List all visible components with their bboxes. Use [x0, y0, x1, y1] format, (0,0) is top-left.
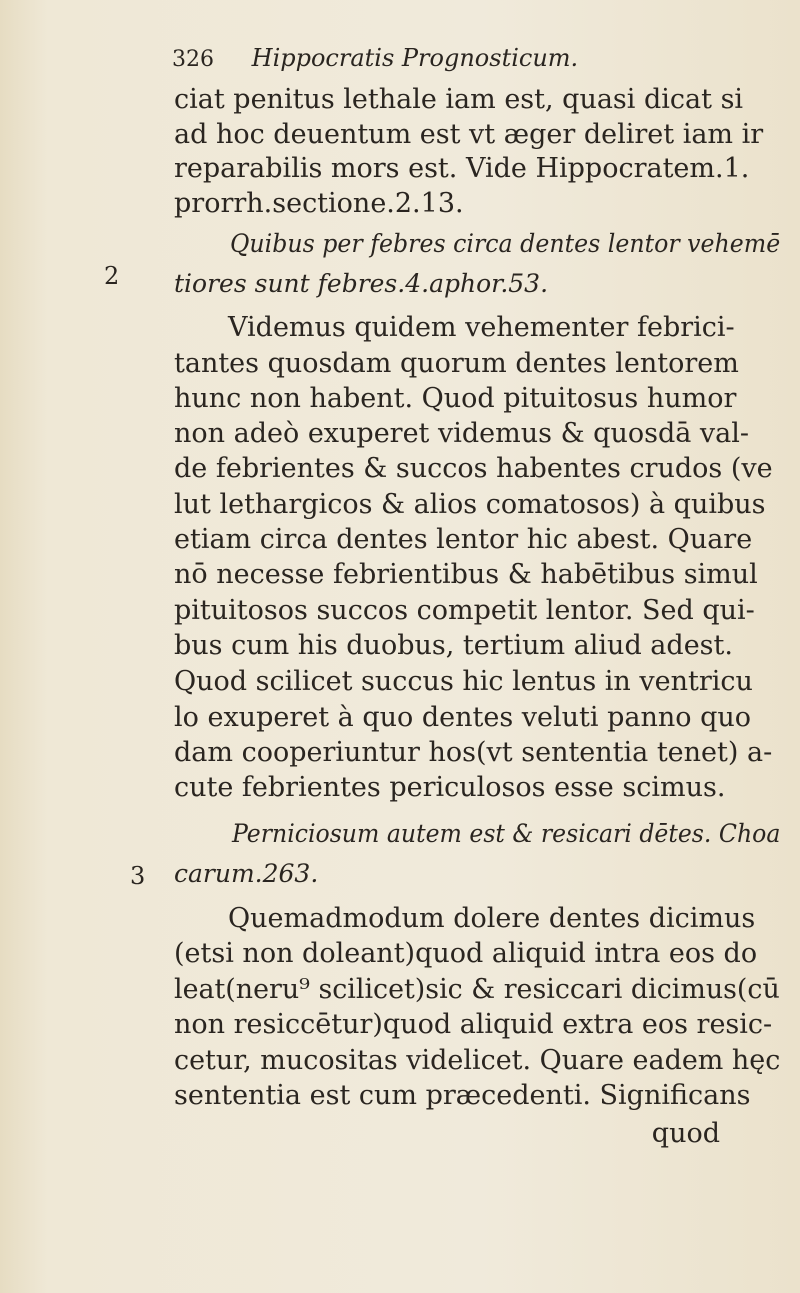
page-number: 326 — [172, 47, 214, 72]
text-line: lo exuperet à quo dentes veluti panno quo — [174, 702, 752, 733]
text-line: bus cum his duobus, tertium aliud adest. — [174, 630, 733, 661]
text-line: pituitosos succos competit lentor. Sed qui- — [174, 595, 755, 626]
text-line-italic: carum.263. — [174, 859, 319, 888]
text-line: prorrh.sectione.2.13. — [174, 188, 464, 219]
text-line: Videmus quidem vehementer febrici- — [228, 312, 735, 343]
text-line: sententia est cum præcedenti. Significans — [174, 1080, 751, 1111]
text-line-italic: Quibus per febres circa dentes lentor vehemē — [230, 229, 781, 258]
text-line: ad hoc deuentum est vt æger deliret iam ir — [174, 119, 764, 150]
running-header — [172, 44, 578, 72]
text-line: tantes quosdam quorum dentes lentorem — [174, 348, 739, 379]
text-line: cute febrientes periculosos esse scimus. — [174, 772, 726, 803]
text-line: cetur, mucositas videlicet. Quare eadem hęc — [174, 1045, 781, 1076]
catchword: quod — [651, 1118, 720, 1149]
text-line: Quod scilicet succus hic lentus in ventricu — [174, 666, 753, 697]
text-line: Quemadmodum dolere dentes dicimus — [228, 903, 756, 934]
text-line: etiam circa dentes lentor hic abest. Quare — [174, 524, 753, 555]
text-line: reparabilis mors est. Vide Hippocratem.1. — [174, 153, 750, 184]
margin-number: 2 — [104, 262, 120, 290]
text-line: de febrientes & succos habentes crudos (ve — [174, 453, 773, 484]
text-line: lut lethargicos & alios comatosos) à quibus — [174, 489, 766, 520]
text-line-italic: Perniciosum autem est & resicari dētes. Choa — [232, 819, 781, 848]
text-line-italic: tiores sunt febres.4.aphor.53. — [174, 269, 549, 298]
text-line: leat(neru⁹ scilicet)sic & resiccari dicimus(cū — [174, 974, 780, 1005]
text-line: hunc non habent. Quod pituitosus humor — [174, 383, 737, 414]
text-line: nō necesse febrientibus & habētibus simul — [174, 559, 758, 590]
running-title: Hippocratis Prognosticum. — [251, 44, 579, 72]
text-line: (etsi non doleant)quod aliquid intra eos do — [174, 938, 758, 969]
text-line: ciat penitus lethale iam est, quasi dicat si — [174, 84, 744, 115]
text-line: non adeò exuperet videmus & quosdā val- — [174, 418, 750, 449]
text-line: non resiccētur)quod aliquid extra eos resic- — [174, 1009, 773, 1040]
margin-number: 3 — [130, 862, 146, 890]
text-line: dam cooperiuntur hos(vt sententia tenet) a- — [174, 737, 773, 768]
